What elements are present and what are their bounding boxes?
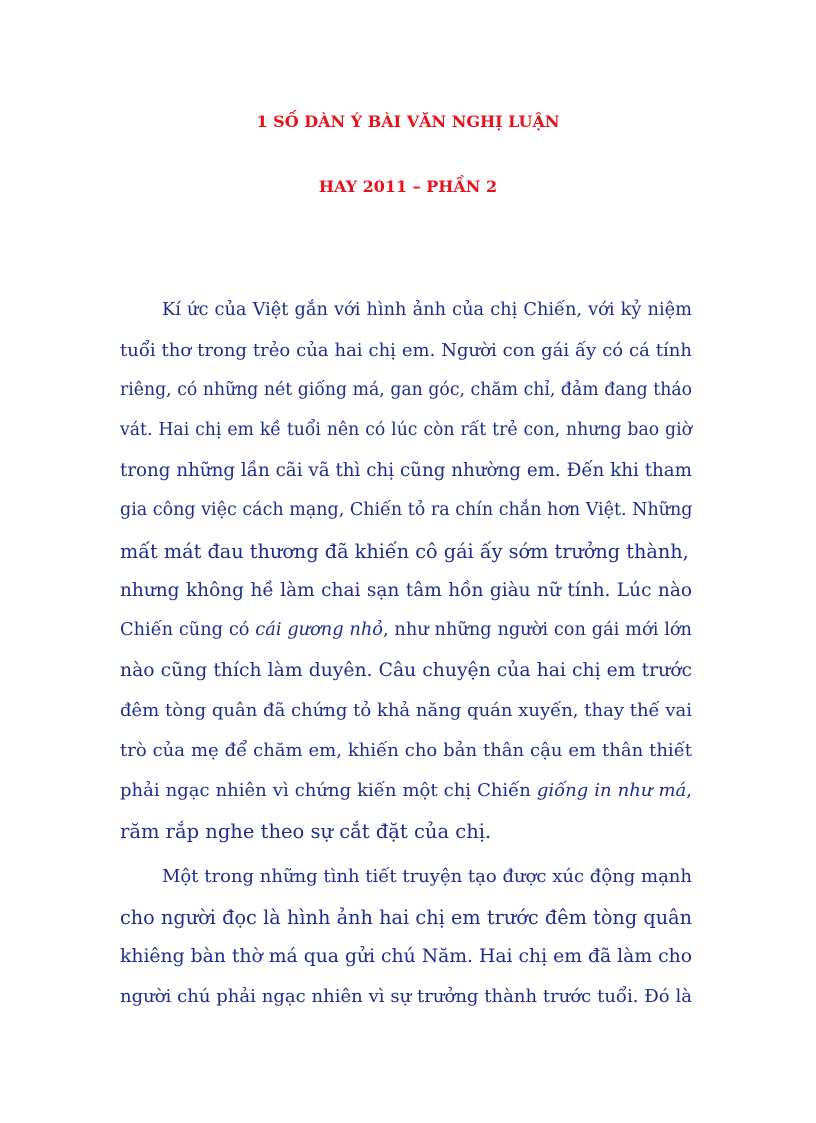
paragraph-line [120,782,692,800]
paragraph-line: Một trong những tình tiết truyện tạo được xúc động mạnh [162,866,692,887]
paragraph-line: cho người đọc là hình ảnh hai chị em trước đêm tòng quân [120,906,692,929]
paragraph-line: đêm tòng quân đã chứng tỏ khả năng quán xuyến, thay thế vai [120,700,692,721]
document-title-line-2: HAY 2011 – PHẦN 2 [318,177,498,196]
italic-phrase: giống in như má [536,780,687,801]
paragraph-line: mất mát đau thương đã khiến cô gái ấy sớm trưởng thành, [120,540,689,563]
paragraph-line: gia công việc cách mạng, Chiến tỏ ra chín chắn hơn Việt. Những [120,500,693,520]
paragraph-line: khiêng bàn thờ má qua gửi chú Năm. Hai chị em đã làm cho [120,946,692,967]
paragraph-line: vát. Hai chị em kề tuổi nên có lúc còn rất trẻ con, nhưng bao giờ [120,420,692,440]
paragraph-line: tuổi thơ trong trẻo của hai chị em. Người con gái ấy có cá tính [120,340,692,361]
paragraph-line: nhưng không hề làm chai sạn tâm hồn giàu nữ tính. Lúc nào [120,580,692,601]
paragraph-line: trò của mẹ để chăm em, khiến cho bản thân cậu em thân thiết [120,740,692,761]
text-run: phải ngạc nhiên vì chứng kiến một chị Chiến [120,780,537,801]
paragraph-line [120,622,692,640]
text-run: , [686,780,692,801]
paragraph-line: Kí ức của Việt gắn với hình ảnh của chị Chiến, với kỷ niệm [162,300,692,320]
document-title-line-1: 1 SỐ DÀN Ý BÀI VĂN NGHỊ LUẬN [256,112,560,131]
paragraph-line: riêng, có những nét giống má, gan góc, chăm chỉ, đảm đang tháo [120,380,692,400]
paragraph-line: người chú phải ngạc nhiên vì sự trưởng thành trước tuổi. Đó là [120,986,692,1007]
text-run: Chiến cũng có [120,620,256,640]
text-run: , như những người con gái mới lớn [382,620,692,640]
paragraph-line: nào cũng thích làm duyên. Câu chuyện của hai chị em trước [120,660,692,681]
paragraph-line: trong những lần cãi vã thì chị cũng nhường em. Đến khi tham [120,460,692,481]
paragraph-line: răm rắp nghe theo sự cắt đặt của chị. [120,820,492,843]
italic-phrase: cái gương nhỏ [255,620,383,640]
